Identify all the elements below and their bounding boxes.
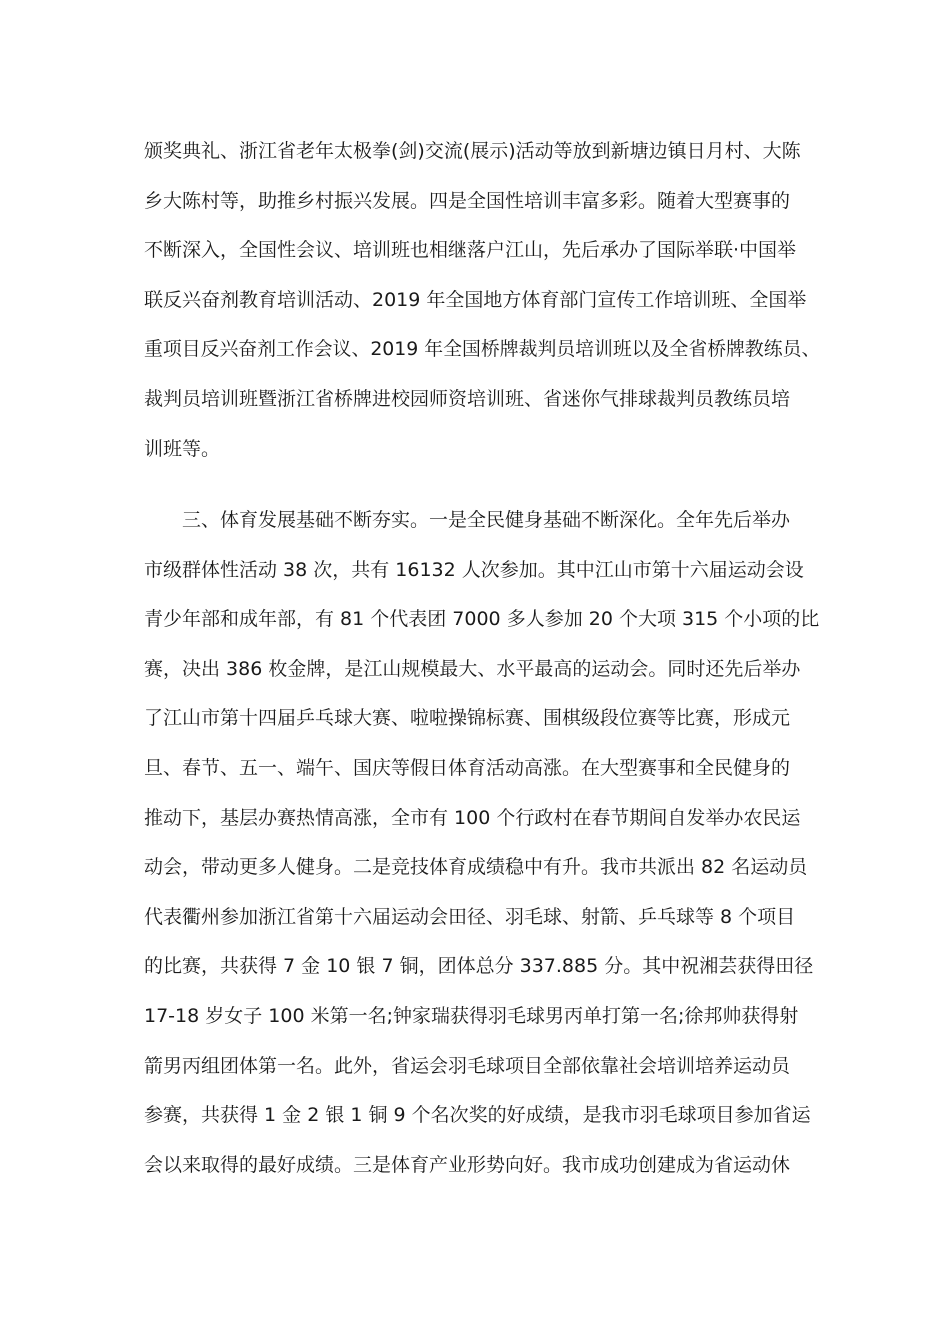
text-line: 箭男丙组团体第一名。此外，省运会羽毛球项目全部依靠社会培训培养运动员 <box>144 1054 791 1077</box>
text-line: 旦、春节、五一、端午、国庆等假日体育活动高涨。在大型赛事和全民健身的 <box>144 756 791 779</box>
paragraph-2 <box>144 496 824 1190</box>
text-line: 三、体育发展基础不断夯实。一是全民健身基础不断深化。全年先后举办 <box>144 509 791 531</box>
text-line: 裁判员培训班暨浙江省桥牌进校园师资培训班、省迷你气排球裁判员教练员培 <box>144 387 791 410</box>
text-line: 联反兴奋剂教育培训活动、2019 年全国地方体育部门宣传工作培训班、全国举 <box>144 288 807 311</box>
text-line: 乡大陈村等，助推乡村振兴发展。四是全国性培训丰富多彩。随着大型赛事的 <box>144 189 791 212</box>
text-line: 颁奖典礼、浙江省老年太极拳(剑)交流(展示)活动等放到新塘边镇日月村、大陈 <box>144 140 801 162</box>
paragraph-1 <box>144 127 824 474</box>
text-line: 动会，带动更多人健身。二是竞技体育成绩稳中有升。我市共派出 82 名运动员 <box>144 856 808 879</box>
text-line: 训班等。 <box>144 437 221 460</box>
text-line: 推动下，基层办赛热情高涨，全市有 100 个行政村在春节期间自发举办农民运 <box>144 806 801 829</box>
text-line: 赛，决出 386 枚金牌，是江山规模最大、水平最高的运动会。同时还先后举办 <box>144 657 801 680</box>
text-line: 的比赛，共获得 7 金 10 银 7 铜，团体总分 337.885 分。其中祝湘芸获得田径 <box>144 955 814 978</box>
text-line: 了江山市第十四届乒乓球大赛、啦啦操锦标赛、围棋级段位赛等比赛，形成元 <box>144 707 791 730</box>
text-line: 青少年部和成年部，有 81 个代表团 7000 多人参加 20 个大项 315 个小项的比 <box>144 608 820 631</box>
text-line: 市级群体性活动 38 次，共有 16132 人次参加。其中江山市第十六届运动会设 <box>144 558 804 581</box>
text-line: 重项目反兴奋剂工作会议、2019 年全国桥牌裁判员培训班以及全省桥牌教练员、 <box>144 338 821 361</box>
text-line: 代表衢州参加浙江省第十六届运动会田径、羽毛球、射箭、乒乓球等 8 个项目 <box>144 905 796 928</box>
text-line: 不断深入，全国性会议、培训班也相继落户江山，先后承办了国际举联·中国举 <box>144 239 797 262</box>
text-line: 17-18 岁女子 100 米第一名;钟家瑞获得羽毛球男丙单打第一名;徐邦帅获得射 <box>144 1004 799 1027</box>
text-line: 会以来取得的最好成绩。三是体育产业形势向好。我市成功创建成为省运动休 <box>144 1153 791 1176</box>
text-line: 参赛，共获得 1 金 2 银 1 铜 9 个名次奖的好成绩，是我市羽毛球项目参加省运 <box>144 1104 811 1127</box>
